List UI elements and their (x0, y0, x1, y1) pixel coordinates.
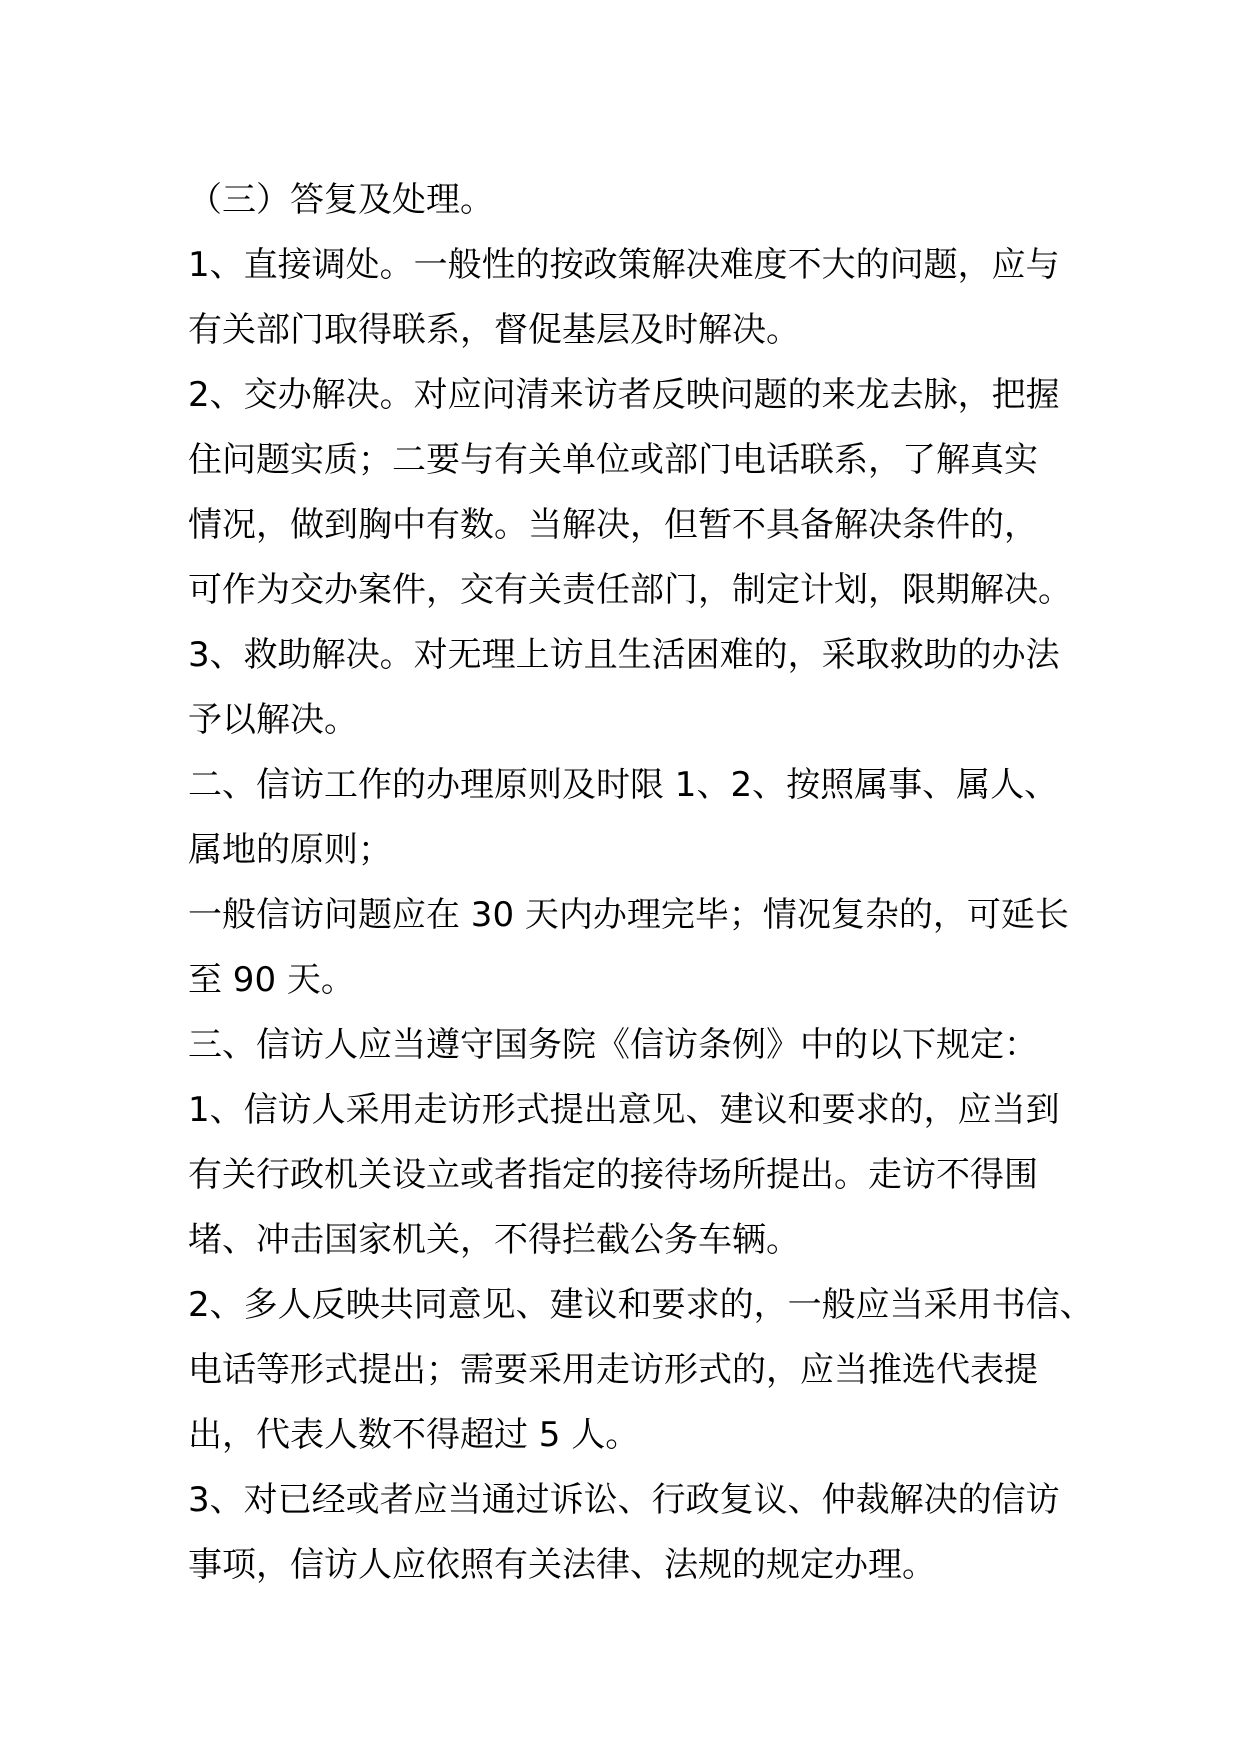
text-line: 1、信访人采用走访形式提出意见、建议和要求的，应当到 (188, 1090, 1060, 1130)
text-line: 电话等形式提出；需要采用走访形式的，应当推选代表提 (188, 1350, 1038, 1390)
text-line: 事项，信访人应依照有关法律、法规的规定办理。 (188, 1545, 936, 1585)
text-line: 住问题实质；二要与有关单位或部门电话联系，了解真实 (188, 440, 1038, 480)
text-line: 有关部门取得联系，督促基层及时解决。 (188, 310, 800, 350)
text-line: 一般信访问题应在 30 天内办理完毕；情况复杂的，可延长 (188, 895, 1069, 935)
text-line: 2、多人反映共同意见、建议和要求的，一般应当采用书信、 (188, 1285, 1094, 1325)
text-line: 3、对已经或者应当通过诉讼、行政复议、仲裁解决的信访 (188, 1480, 1060, 1520)
text-line: 属地的原则； (188, 830, 392, 870)
text-line: （三）答复及处理。 (188, 180, 494, 220)
text-line: 有关行政机关设立或者指定的接待场所提出。走访不得围 (188, 1155, 1038, 1195)
document-body (188, 168, 1094, 1598)
text-line: 出，代表人数不得超过 5 人。 (188, 1415, 640, 1455)
text-line: 可作为交办案件，交有关责任部门，制定计划，限期解决。 (188, 570, 1072, 610)
text-line: 三、信访人应当遵守国务院《信访条例》中的以下规定： (188, 1025, 1038, 1065)
text-line: 至 90 天。 (188, 960, 355, 1000)
text-line: 堵、冲击国家机关，不得拦截公务车辆。 (188, 1220, 800, 1260)
text-line: 3、救助解决。对无理上访且生活困难的，采取救助的办法 (188, 635, 1060, 675)
text-line: 1、直接调处。一般性的按政策解决难度不大的问题，应与 (188, 245, 1060, 285)
text-line: 二、信访工作的办理原则及时限 1、2、按照属事、属人、 (188, 765, 1059, 805)
text-line: 予以解决。 (188, 700, 358, 740)
text-line: 情况，做到胸中有数。当解决，但暂不具备解决条件的， (188, 505, 1038, 545)
text-line: 2、交办解决。对应问清来访者反映问题的来龙去脉，把握 (188, 375, 1060, 415)
